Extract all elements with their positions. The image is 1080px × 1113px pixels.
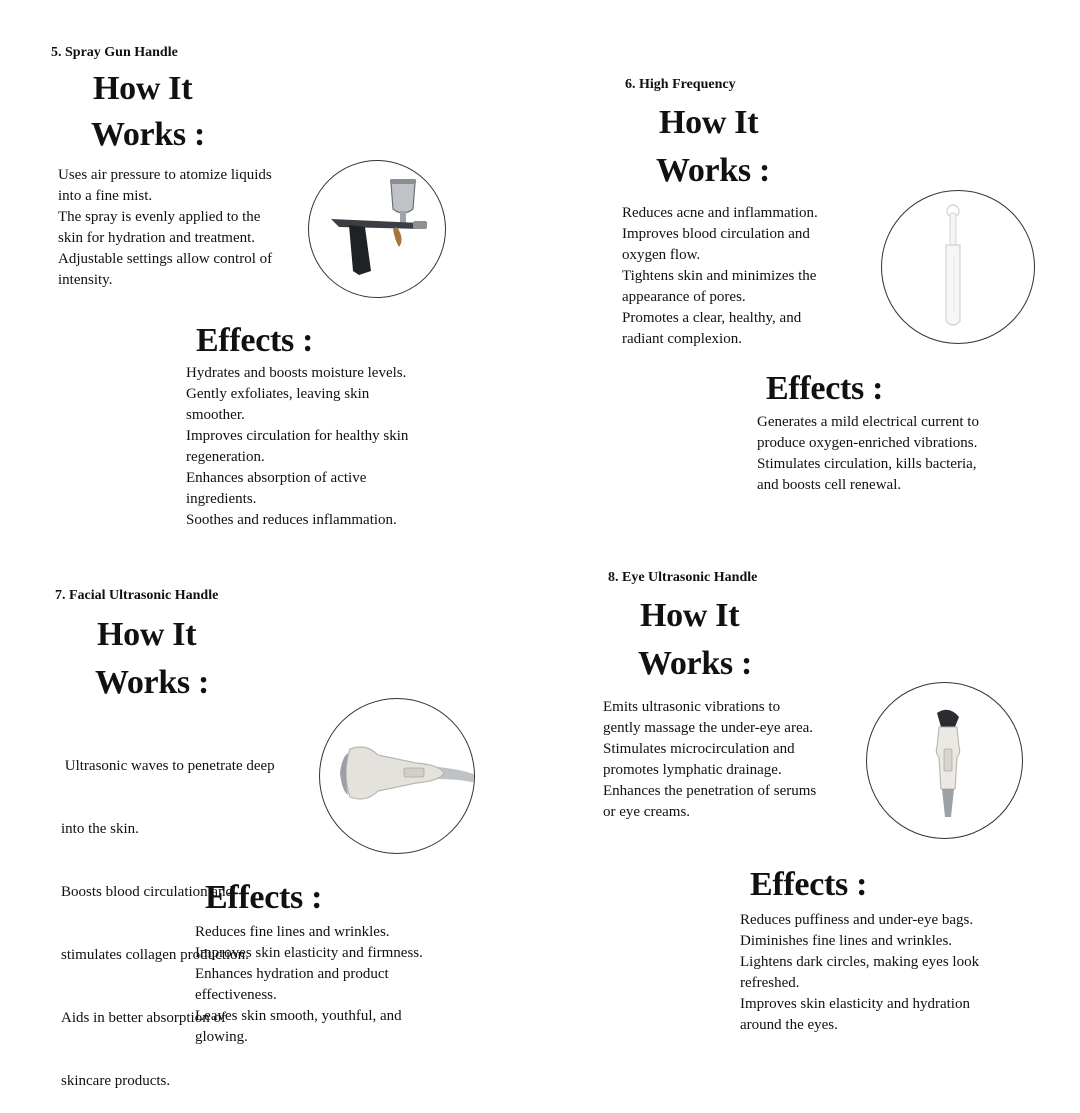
eye-ultrasonic-image bbox=[866, 682, 1023, 839]
text-line: Gently exfoliates, leaving skin bbox=[186, 386, 370, 402]
section-title: 6. High Frequency bbox=[625, 77, 736, 92]
section-title: 8. Eye Ultrasonic Handle bbox=[608, 570, 758, 585]
text-line: appearance of pores. bbox=[622, 289, 746, 305]
text-line: radiant complexion. bbox=[622, 331, 742, 347]
how-it-works-text bbox=[603, 697, 858, 823]
text-line: Boosts blood circulation and bbox=[61, 884, 234, 900]
text-line: promotes lymphatic drainage. bbox=[603, 762, 782, 778]
text-line: Promotes a clear, healthy, and bbox=[622, 310, 802, 326]
text-line: into the skin. bbox=[61, 821, 139, 837]
text-line: Enhances hydration and product bbox=[195, 966, 389, 982]
text-line: glowing. bbox=[195, 1029, 248, 1045]
text-line: Aids in better absorption of bbox=[61, 1010, 226, 1026]
facial-ultrasonic-image bbox=[319, 698, 475, 854]
how-it-works-heading: How It bbox=[659, 104, 759, 141]
eye-ultrasonic-probe-icon bbox=[867, 683, 1022, 838]
how-it-works-heading: Works : bbox=[656, 152, 771, 189]
text-line: Stimulates circulation, kills bacteria, bbox=[757, 456, 977, 472]
how-it-works-heading: How It bbox=[93, 70, 193, 107]
text-line: Improves skin elasticity and firmness. bbox=[195, 945, 423, 961]
text-line: Enhances absorption of active bbox=[186, 470, 367, 486]
text-line: Improves circulation for healthy skin bbox=[186, 428, 409, 444]
spray-gun-image bbox=[308, 160, 446, 298]
high-frequency-wand-icon bbox=[882, 191, 1034, 343]
text-line: Generates a mild electrical current to bbox=[757, 414, 979, 430]
text-line: gently massage the under-eye area. bbox=[603, 720, 814, 736]
text-line: Tightens skin and minimizes the bbox=[622, 268, 817, 284]
effects-heading: Effects : bbox=[196, 322, 314, 359]
text-line: Reduces acne and inflammation. bbox=[622, 205, 818, 221]
text-line: stimulates collagen production. bbox=[61, 947, 249, 963]
section-title: 5. Spray Gun Handle bbox=[51, 45, 178, 60]
high-frequency-image bbox=[881, 190, 1035, 344]
text-line: effectiveness. bbox=[195, 987, 277, 1003]
how-it-works-heading: How It bbox=[640, 597, 740, 634]
text-line: skincare products. bbox=[61, 1073, 171, 1089]
text-line: Reduces puffiness and under-eye bags. bbox=[740, 912, 974, 928]
text-line: into a fine mist. bbox=[58, 188, 153, 204]
how-it-works-heading: Works : bbox=[638, 645, 753, 682]
effects-heading: Effects : bbox=[766, 370, 884, 407]
text-line: Improves skin elasticity and hydration bbox=[740, 996, 970, 1012]
effects-text bbox=[186, 363, 436, 531]
text-line: regeneration. bbox=[186, 449, 265, 465]
facial-ultrasonic-probe-icon bbox=[320, 699, 474, 853]
section-title: 7. Facial Ultrasonic Handle bbox=[55, 588, 219, 603]
text-line: Hydrates and boosts moisture levels. bbox=[186, 365, 407, 381]
text-line: Adjustable settings allow control of bbox=[58, 251, 273, 267]
text-line: Stimulates microcirculation and bbox=[603, 741, 795, 757]
text-line: produce oxygen-enriched vibrations. bbox=[757, 435, 978, 451]
spray-gun-icon bbox=[309, 161, 445, 297]
text-line: The spray is evenly applied to the bbox=[58, 209, 261, 225]
effects-text bbox=[740, 910, 1030, 1036]
effects-heading: Effects : bbox=[205, 879, 323, 916]
text-line: Lightens dark circles, making eyes look bbox=[740, 954, 980, 970]
text-line: Reduces fine lines and wrinkles. bbox=[195, 924, 390, 940]
text-line: and boosts cell renewal. bbox=[757, 477, 902, 493]
effects-text bbox=[757, 412, 1027, 496]
text-line: intensity. bbox=[58, 272, 113, 288]
text-line: Uses air pressure to atomize liquids bbox=[58, 167, 272, 183]
text-line: around the eyes. bbox=[740, 1017, 838, 1033]
how-it-works-heading: Works : bbox=[95, 664, 210, 701]
text-line: Emits ultrasonic vibrations to bbox=[603, 699, 781, 715]
how-it-works-text bbox=[58, 165, 303, 291]
how-it-works-heading: How It bbox=[97, 616, 197, 653]
text-line: ingredients. bbox=[186, 491, 257, 507]
text-line: oxygen flow. bbox=[622, 247, 701, 263]
how-it-works-heading: Works : bbox=[91, 116, 206, 153]
text-line: smoother. bbox=[186, 407, 245, 423]
text-line: Leaves skin smooth, youthful, and bbox=[195, 1008, 402, 1024]
effects-heading: Effects : bbox=[750, 866, 868, 903]
text-line: refreshed. bbox=[740, 975, 800, 991]
text-line: Ultrasonic waves to penetrate deep bbox=[61, 758, 275, 774]
effects-text bbox=[195, 922, 465, 1048]
text-line: Soothes and reduces inflammation. bbox=[186, 512, 397, 528]
text-line: Improves blood circulation and bbox=[622, 226, 810, 242]
text-line: Diminishes fine lines and wrinkles. bbox=[740, 933, 953, 949]
text-line: Enhances the penetration of serums bbox=[603, 783, 817, 799]
how-it-works-text bbox=[622, 203, 862, 350]
text-line: or eye creams. bbox=[603, 804, 691, 820]
text-line: skin for hydration and treatment. bbox=[58, 230, 256, 246]
